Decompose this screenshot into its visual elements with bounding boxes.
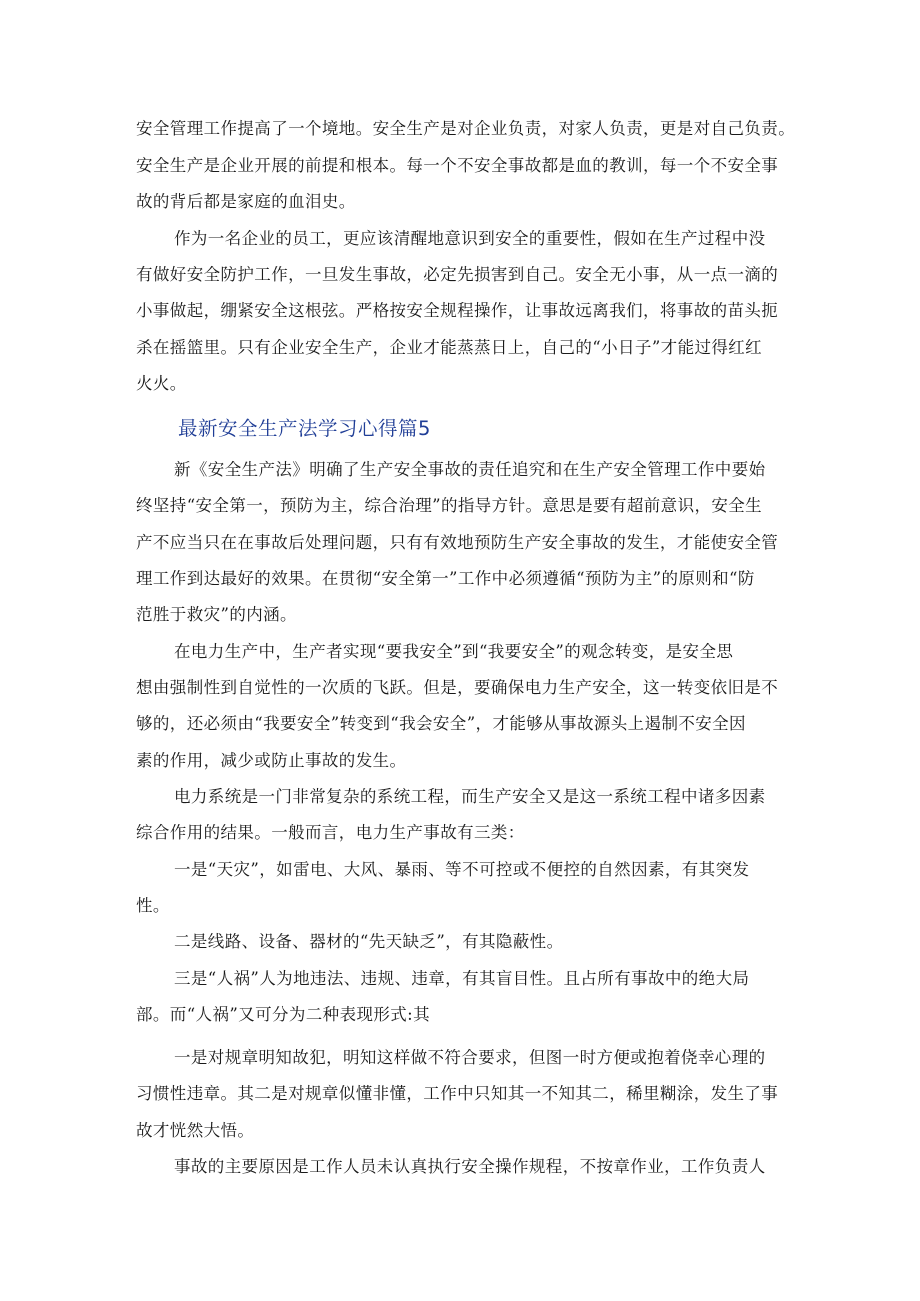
text-line: 故的背后都是家庭的血泪史。	[136, 192, 356, 211]
text-line: 习惯性违章。其二是对规章似懂非懂，工作中只知其一不知其二，稀里糊涂，发生了事	[136, 1084, 779, 1103]
text-line: 事故的主要原因是工作人员未认真执行安全操作规程，不按章作业，工作负责人	[174, 1157, 766, 1176]
text-line: 部。而“人祸”又可分为二种表现形式:其	[136, 1005, 431, 1024]
text-line: 杀在摇篮里。只有企业安全生产，企业才能蒸蒸日上，自己的“小日子”才能过得红红	[136, 338, 763, 357]
text-line: 三是“人祸”人为地违法、违规、违章，有其盲目性。且占所有事故中的绝大局	[174, 969, 750, 988]
text-line: 理工作到达最好的效果。在贯彻“安全第一”工作中必须遵循“预防为主”的原则和“防	[136, 569, 755, 588]
text-line: 性。	[136, 896, 170, 915]
text-line: 故才恍然大悟。	[136, 1121, 255, 1140]
text-line: 小事做起，绷紧安全这根弦。严格按安全规程操作，让事故远离我们，将事故的苗头扼	[136, 301, 779, 320]
text-line: 电力系统是一门非常复杂的系统工程，而生产安全又是这一系统工程中诸多因素	[174, 787, 766, 806]
text-line: 产不应当只在在事故后处理问题，只有有效地预防生产安全事故的发生，才能使安全管	[136, 533, 779, 552]
text-line: 一是“天灾”，如雷电、大风、暴雨、等不可控或不便控的自然因素，有其突发	[174, 860, 750, 879]
text-line: 想由强制性到自觉性的一次质的飞跃。但是，要确保电力生产安全，这一转变依旧是不	[136, 678, 779, 697]
text-line: 新《安全生产法》明确了生产安全事故的责任追究和在生产安全管理工作中要始	[174, 460, 766, 479]
text-line: 素的作用，减少或防止事故的发生。	[136, 751, 407, 770]
text-line: 安全管理工作提高了一个境地。安全生产是对企业负责，对家人负责，更是对自己负责。	[136, 119, 796, 138]
text-line: 安全生产是企业开展的前提和根本。每一个不安全事故都是血的教训，每一个不安全事	[136, 156, 779, 175]
text-line: 一是对规章明知故犯，明知这样做不符合要求，但图一时方便或抱着侥幸心理的	[174, 1048, 766, 1067]
text-line: 综合作用的结果。一般而言，电力生产事故有三类：	[136, 823, 525, 842]
text-line: 二是线路、设备、器材的“先天缺乏”，有其隐蔽性。	[174, 932, 564, 951]
text-line: 作为一名企业的员工，更应该清醒地意识到安全的重要性，假如在生产过程中没	[174, 229, 766, 248]
text-line: 够的，还必须由“我要安全”转变到“我会安全”，才能够从事故源头上遏制不安全因	[136, 714, 746, 733]
text-line: 火火。	[136, 374, 187, 393]
text-line: 终坚持“安全第一，预防为主，综合治理”的指导方针。意思是要有超前意识，安全生	[136, 496, 763, 515]
text-line: 在电力生产中，生产者实现“要我安全”到“我要安全”的观念转变，是安全思	[174, 642, 734, 661]
section-heading: 最新安全生产法学习心得篇5	[178, 417, 431, 440]
text-line: 有做好安全防护工作，一旦发生事故，必定先损害到自己。安全无小事，从一点一滴的	[136, 265, 779, 284]
text-line: 范胜于救灾”的内涵。	[136, 605, 297, 624]
